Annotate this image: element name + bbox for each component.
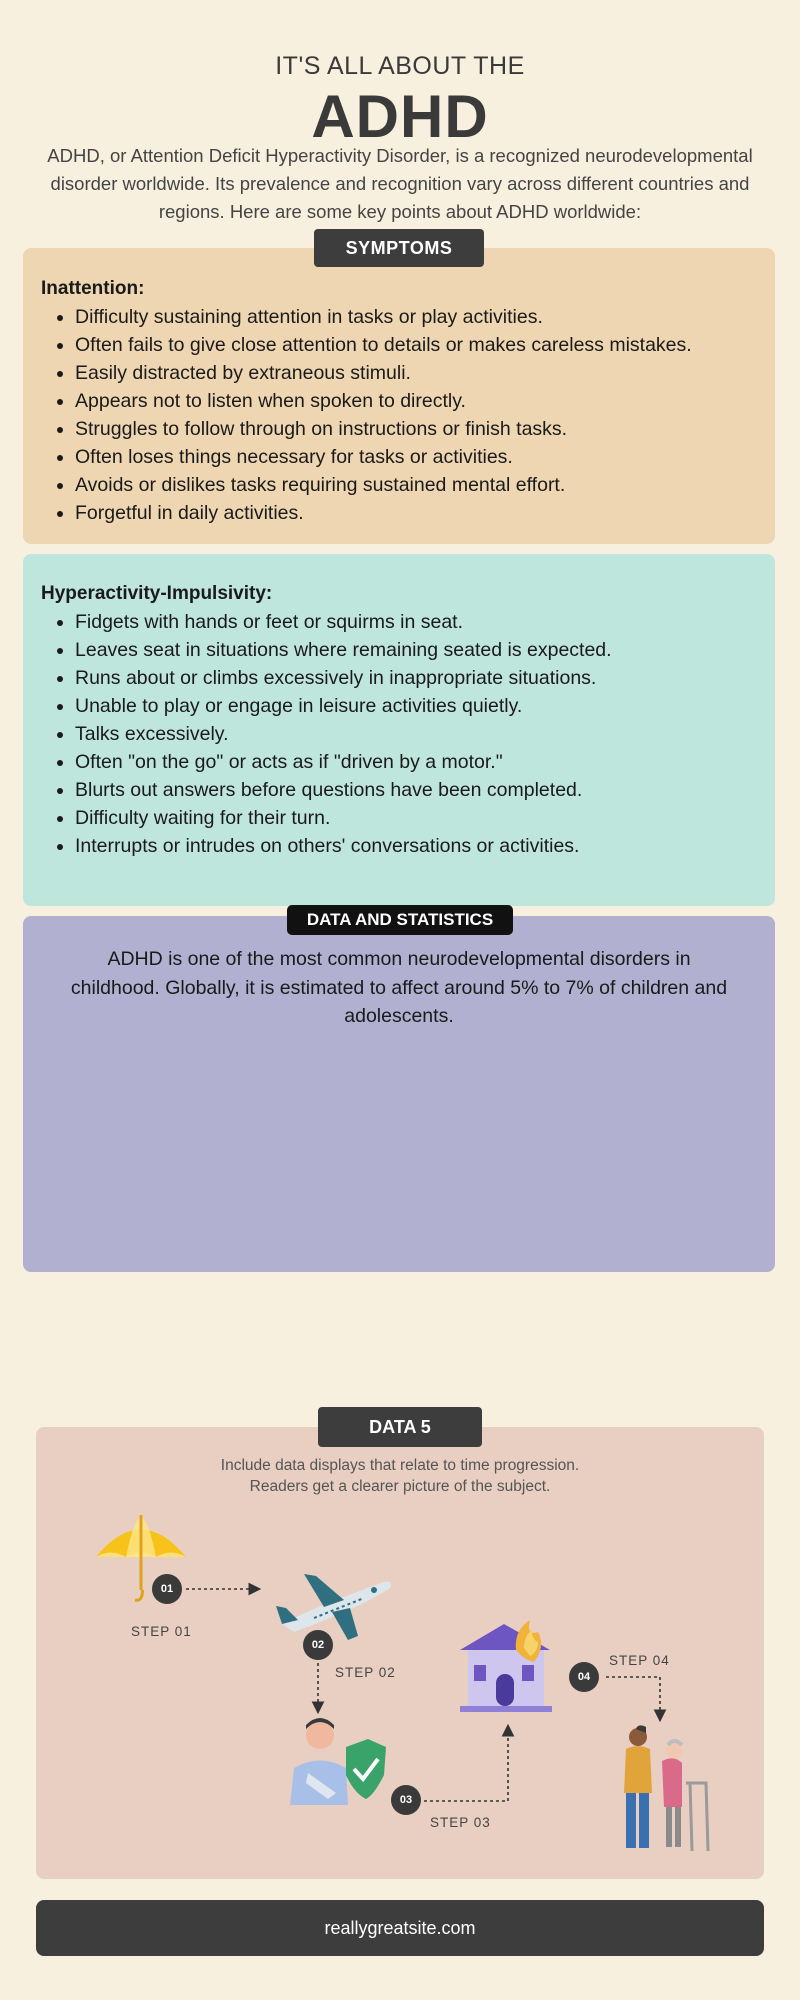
list-item: • Appears not to listen when spoken to directly.	[75, 387, 692, 415]
list-item: • Often loses things necessary for tasks or activities.	[75, 443, 692, 471]
list-item: • Forgetful in daily activities.	[75, 499, 692, 527]
caregiver-elderly-icon	[616, 1723, 716, 1863]
list-item: • Blurts out answers before questions have been completed.	[75, 776, 612, 804]
data5-description-line: Readers get a clearer picture of the subject.	[249, 1478, 551, 1495]
list-item: • Difficulty sustaining attention in tasks or play activities.	[75, 303, 692, 331]
insurance-person-icon	[286, 1713, 386, 1813]
list-item: • Often "on the go" or acts as if "driven by a motor."	[75, 748, 612, 776]
stats-tag: DATA AND STATISTICS	[287, 905, 513, 935]
list-item: • Fidgets with hands or feet or squirms in seat.	[75, 608, 612, 636]
list-item: • Leaves seat in situations where remaining seated is expected.	[75, 636, 612, 664]
step-03-badge: 03	[391, 1785, 421, 1815]
list-item: • Avoids or dislikes tasks requiring sustained mental effort.	[75, 471, 692, 499]
step-04-label: STEP 04	[609, 1653, 670, 1668]
step-02-badge: 02	[303, 1630, 333, 1660]
inattention-list	[75, 303, 692, 527]
list-item: • Difficulty waiting for their turn.	[75, 804, 612, 832]
inattention-panel	[23, 248, 775, 544]
page-kicker: IT'S ALL ABOUT THE	[275, 52, 525, 80]
connector-03-04	[424, 1727, 508, 1801]
connector-04-end	[606, 1677, 660, 1719]
hyperactivity-heading: Hyperactivity-Impulsivity:	[41, 583, 273, 604]
data5-tag: DATA 5	[318, 1407, 482, 1447]
inattention-heading: Inattention:	[41, 278, 145, 299]
step-04-badge: 04	[569, 1662, 599, 1692]
symptoms-tag: SYMPTOMS	[314, 229, 484, 267]
list-item: • Struggles to follow through on instructions or finish tasks.	[75, 415, 692, 443]
step-03-label: STEP 03	[430, 1815, 491, 1830]
list-item: • Often fails to give close attention to details or makes careless mistakes.	[75, 331, 692, 359]
house-fire-icon	[454, 1610, 564, 1720]
list-item: • Talks excessively.	[75, 720, 612, 748]
page-title: ADHD	[311, 83, 489, 150]
data5-panel	[36, 1427, 764, 1879]
list-item: • Easily distracted by extraneous stimuli.	[75, 359, 692, 387]
list-item: • Interrupts or intrudes on others' conversations or activities.	[75, 832, 612, 860]
step-01-label: STEP 01	[131, 1624, 192, 1639]
airplane-icon	[274, 1562, 394, 1642]
intro-paragraph: ADHD, or Attention Deficit Hyperactivity Disorder, is a recognized neurodevelopmental disorder worldwide. Its prevalence and recognition vary across different countries and regions. Here are some key points about ADHD worldwide:	[47, 145, 753, 222]
hyperactivity-panel	[23, 554, 775, 906]
data5-description-line: Include data displays that relate to time progression.	[220, 1457, 580, 1474]
stats-panel	[23, 916, 775, 1272]
step-02-label: STEP 02	[335, 1665, 396, 1680]
hyperactivity-list	[75, 608, 612, 860]
footer-url[interactable]: reallygreatsite.com	[36, 1900, 764, 1956]
stats-text: ADHD is one of the most common neurodevelopmental disorders in childhood. Globally, it is estimated to affect around 5% to 7% of children and adolescents.	[70, 948, 728, 1027]
step-01-badge: 01	[152, 1574, 182, 1604]
list-item: • Unable to play or engage in leisure activities quietly.	[75, 692, 612, 720]
list-item: • Runs about or climbs excessively in inappropriate situations.	[75, 664, 612, 692]
